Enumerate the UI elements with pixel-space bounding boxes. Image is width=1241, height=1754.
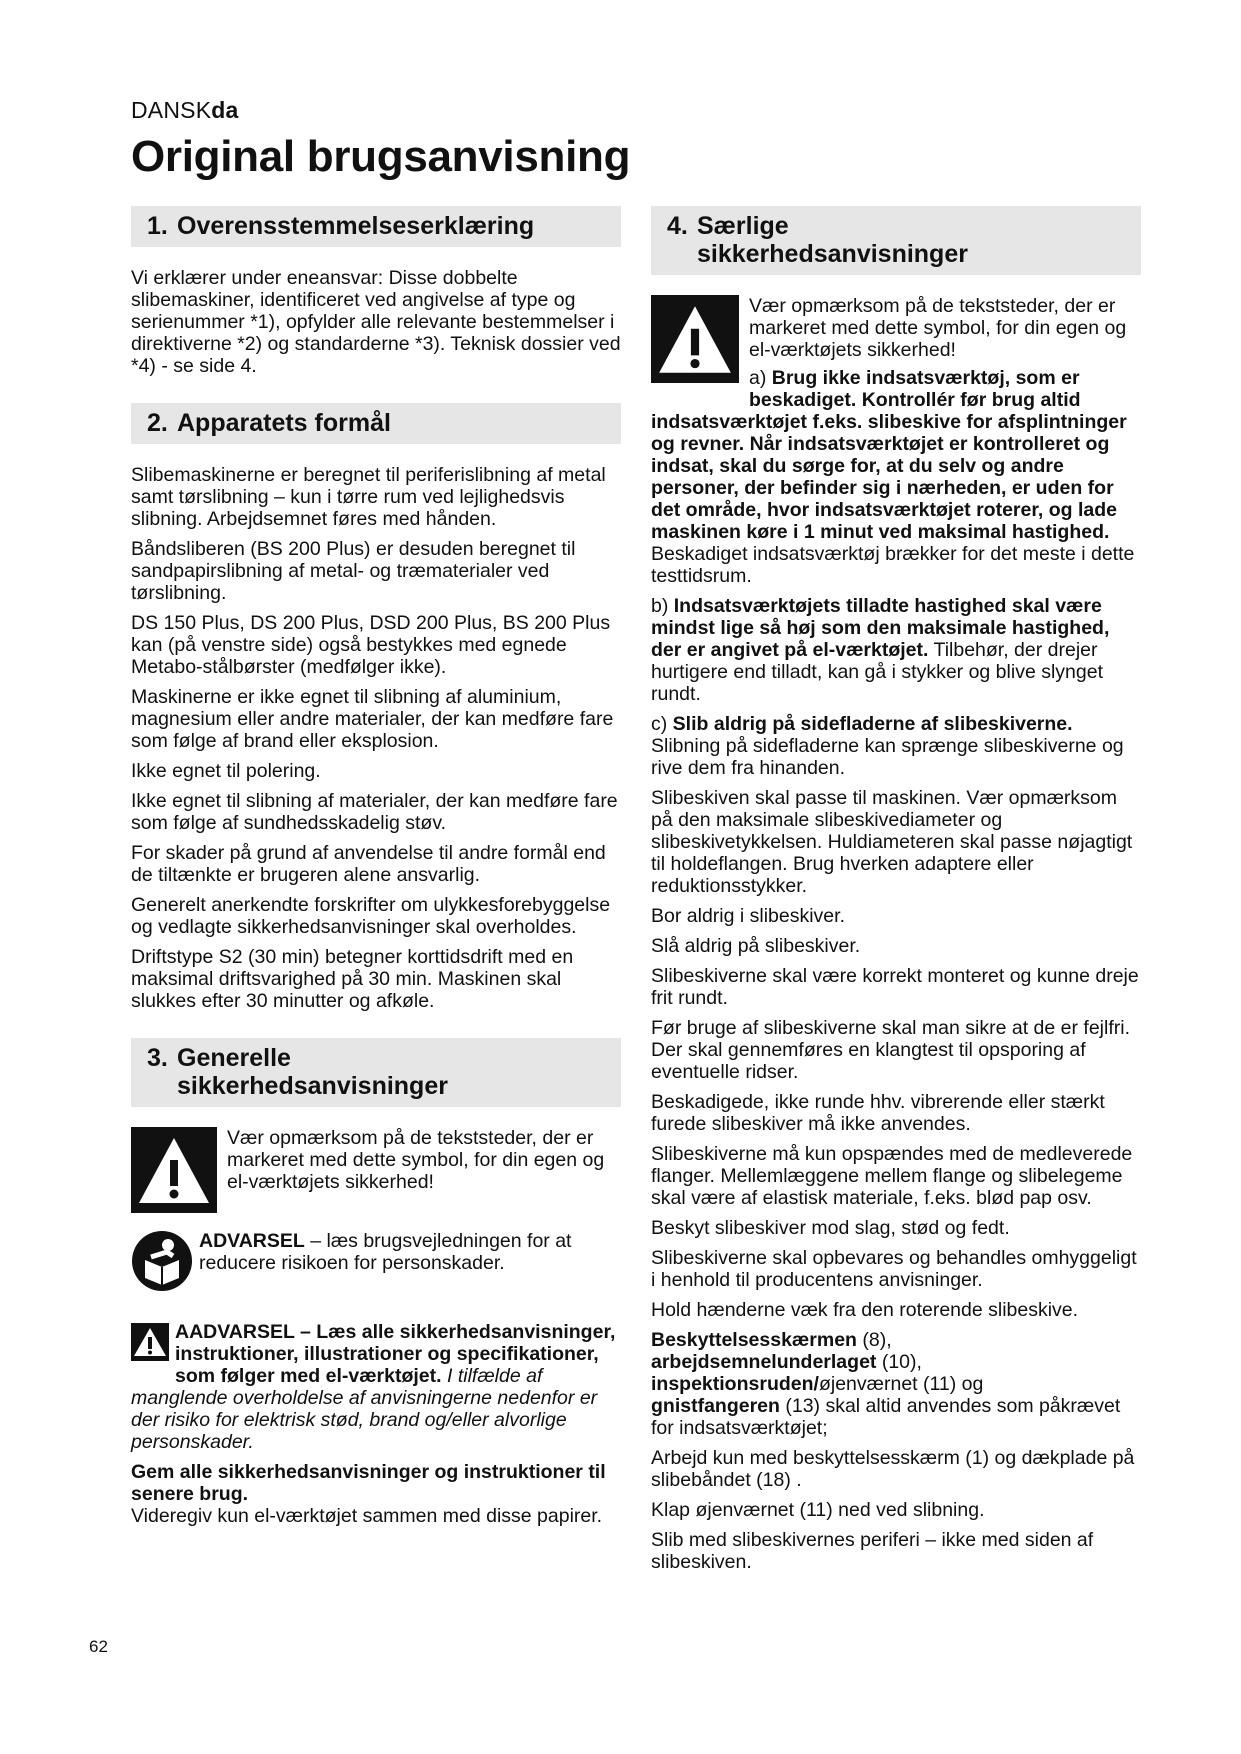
paragraph: Hold hænderne væk fra den roterende slibeskive. (651, 1299, 1079, 1321)
paragraph: Bor aldrig i slibeskiver. (651, 905, 845, 927)
paragraph: Klap øjenværnet (11) ned ved slibning. (651, 1499, 985, 1521)
paragraph: Slib med slibeskivernes periferi – ikke med siden af slibeskiven. (651, 1529, 1094, 1573)
warning-note: Vær opmærksom på de tekststeder, der er markeret med dette symbol, for din egen og el-værktøjets sikkerhed! (651, 295, 1141, 361)
warning-note: Vær opmærksom på de tekststeder, der er markeret med dette symbol, for din egen og el-værktøjets sikkerhed! (131, 1127, 621, 1222)
paragraph: Slibeskiverne må kun opspændes med de medleverede flanger. Mellemlæggene mellem flange og slibelegeme skal være af elastisk materiale, f.eks. blød pap osv. (651, 1143, 1133, 1209)
rule-c: c) Slib aldrig på sidefladerne af slibeskiverne. Slibning på sidefladerne kan sprænge slibeskiverne og rive dem fra hinanden. (651, 713, 1124, 779)
paragraph: Arbejd kun med beskyttelsesskærm (1) og dækplade på slibebåndet (18) . (651, 1447, 1135, 1491)
section-heading-4: 4. Særlige sikkerhedsanvisninger (651, 206, 1141, 275)
paragraph: Slibeskiverne skal opbevares og behandles omhyggeligt i henhold til producentens anvisninger. (651, 1247, 1137, 1291)
protection-paragraph: Beskyttelsesskærmen (8), arbejdsemnelunderlaget (10), inspektionsruden/øjenværnet (11) og gnistfangeren (13) skal altid anvendes som påkrævet for indsatsværktøjet; (651, 1329, 1121, 1439)
read-manual-note: ADVARSEL – læs brugsvejledningen for at reducere risikoen for personskader. (131, 1230, 621, 1297)
paragraph: Generelt anerkendte forskrifter om ulykkesforebyggelse og vedlagte sikkerhedsanvisninger skal overholdes. (131, 894, 611, 938)
rule-a: a) Brug ikke indsatsværktøj, som er beskadiget. Kontrollér før brug altid indsatsværktøjet f.eks. slibeskive for afsplintninger og revner. Når indsatsværktøjet er kontrolleret og indsat, skal du sørge for, at du selv og andre personer, der befinder sig i nærheden, er uden for det område, hvor indsatsværktøjet roterer, og lade maskinen køre i 1 minut ved maksimal hastighed. Beskadiget indsatsværktøj brækker for det meste i dette testtidsrum. (651, 367, 1135, 587)
paragraph: Slibeskiven skal passe til maskinen. Vær opmærksom på den maksimale slibeskivediameter og slibeskivetykkelsen. Huldiameteren skal passe nøjagtigt til holdeflangen. Brug hverken adaptere eller reduktionsstykker. (651, 787, 1133, 897)
warning-triangle-icon (651, 295, 739, 388)
page-header (131, 96, 630, 184)
right-column (651, 206, 1141, 1581)
page-title: Original brugsanvisning (131, 132, 631, 181)
declaration-text: Vi erklærer under eneansvar: Disse dobbelte slibemaskiner, identificeret ved angivelse af type og serienummer *1), opfylder alle relevante bestemmelser i direktiverne *2) og standarderne *3). Teknisk dossier ved *4) - se side 4. (131, 267, 621, 377)
paragraph: Slibemaskinerne er beregnet til periferislibning af metal samt tørslibning – kun i tørre rum ved lejlighedsvis slibning. Arbejdsemnet føres med hånden. (131, 464, 606, 530)
paragraph: For skader på grund af anvendelse til andre formål end de tiltænkte er brugeren alene ansvarlig. (131, 842, 606, 886)
save-instructions: Gem alle sikkerhedsanvisninger og instruktioner til senere brug. (131, 1461, 606, 1505)
read-manual-icon (131, 1230, 193, 1297)
paragraph: Videregiv kun el-værktøjet sammen med disse papirer. (131, 1505, 603, 1527)
paragraph: Beskyt slibeskiver mod slag, stød og fedt. (651, 1217, 1010, 1239)
paragraph: Ikke egnet til polering. (131, 760, 321, 782)
paragraph: Driftstype S2 (30 min) betegner korttidsdrift med en maksimal driftsvarighed på 30 min. Maskinen skal slukkes efter 30 minutter og afkøle. (131, 946, 574, 1012)
section-heading-3: 3. Generelle sikkerhedsanvisninger (131, 1038, 621, 1107)
paragraph: Før bruge af slibeskiverne skal man sikre at de er fejlfri. Der skal gennemføres en klangtest til opsporing af eventuelle ridser. (651, 1017, 1131, 1083)
paragraph: Båndsliberen (BS 200 Plus) er desuden beregnet til sandpapirslibning af metal- og træmaterialer ved tørslibning. (131, 538, 576, 604)
rule-b: b) Indsatsværktøjets tilladte hastighed skal være mindst lige så høj som den maksimale hastighed, der er angivet på el-værktøjet. Tilbehør, der drejer hurtigere end tilladt, kan gå i stykker og blive slynget rundt. (651, 595, 1110, 705)
paragraph: Slå aldrig på slibeskiver. (651, 935, 861, 957)
paragraph: Maskinerne er ikke egnet til slibning af aluminium, magnesium eller andre materialer, der kan medføre fare som følge af brand eller eksplosion. (131, 686, 614, 752)
language-label: DANSKda (131, 97, 239, 123)
left-column (131, 206, 621, 1535)
paragraph: Beskadigede, ikke runde hhv. vibrerende eller stærkt furede slibeskiver må ikke anvendes. (651, 1091, 1105, 1135)
aadvarsel-note: AADVARSEL – Læs alle sikkerhedsanvisninger, instruktioner, illustrationer og specifikationer, som følger med el-værktøjet. I tilfælde af manglende overholdelse af anvisningerne nedenfor er der risiko for elektrisk stød, brand og/eller alvorlige personskader. (131, 1321, 616, 1453)
section-heading-2: 2. Apparatets formål (131, 403, 621, 444)
paragraph: Slibeskiverne skal være korrekt monteret og kunne dreje frit rundt. (651, 965, 1139, 1009)
warning-triangle-icon (131, 1323, 169, 1366)
page-number: 62 (89, 1637, 108, 1656)
warning-triangle-icon (131, 1127, 217, 1218)
paragraph: DS 150 Plus, DS 200 Plus, DSD 200 Plus, BS 200 Plus kan (på venstre side) også bestykkes med egnede Metabo-stålbørster (medfølger ikke). (131, 612, 611, 678)
paragraph: Ikke egnet til slibning af materialer, der kan medføre fare som følge af sundhedsskadelig støv. (131, 790, 618, 834)
section-heading-1: 1. Overensstemmelseserklæring (131, 206, 621, 247)
